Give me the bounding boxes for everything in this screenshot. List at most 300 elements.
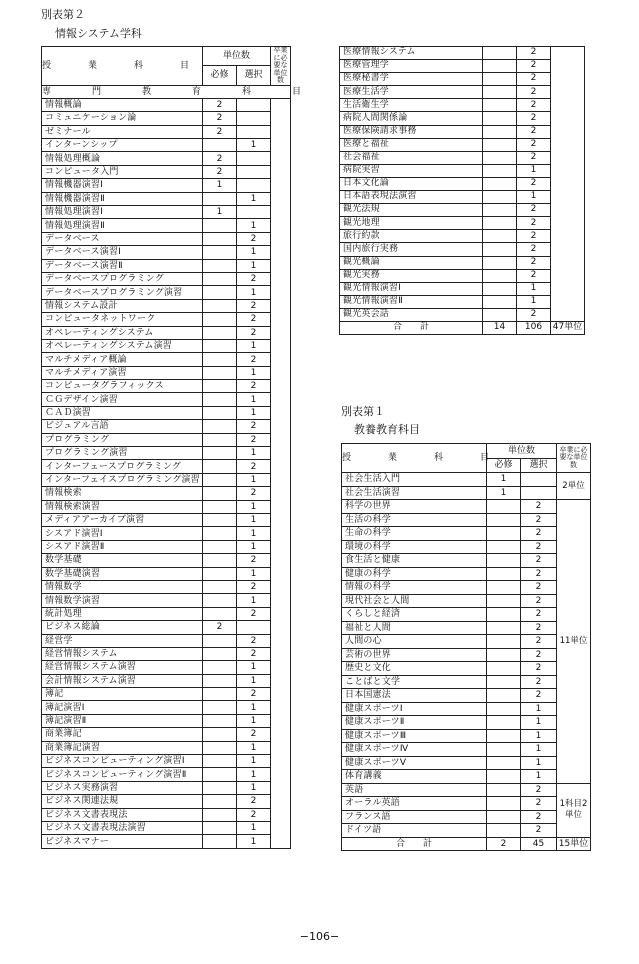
elective-credits: 2 — [521, 797, 557, 811]
required-credits — [483, 256, 517, 269]
table-row — [42, 380, 291, 393]
subject-name: ビジネス関連法規 — [42, 795, 203, 808]
subject-name: ゼミナール — [42, 125, 203, 138]
table-row — [42, 821, 291, 834]
subject-name: データベース — [42, 232, 203, 245]
table-row — [42, 514, 291, 527]
required-credits — [487, 662, 521, 676]
subject-name: ビジネス総論 — [42, 621, 203, 634]
elective-credits: 2 — [517, 73, 551, 86]
elective-credits: 1 — [237, 286, 271, 299]
elective-credits — [237, 621, 271, 634]
table-row — [42, 781, 291, 794]
subject-name: 医療保険請求事務 — [340, 125, 483, 138]
required-credits — [483, 243, 517, 256]
elective-credits: 2 — [237, 580, 271, 593]
subject-name: 体育講義 — [342, 770, 487, 784]
table-row — [42, 393, 291, 406]
required-credits — [487, 824, 521, 838]
section-header: 専 門 教 育 科 目 — [42, 86, 318, 97]
grad-credits-cell — [271, 98, 291, 848]
elective-credits: 1 — [237, 192, 271, 205]
elective-credits: 2 — [521, 500, 557, 514]
elective-credits: 1 — [237, 821, 271, 834]
required-credits: 1 — [487, 473, 521, 487]
subject-name: 生活衛生学 — [340, 99, 483, 112]
required-credits — [203, 554, 237, 567]
required-credits — [487, 513, 521, 527]
elective-credits: 2 — [521, 540, 557, 554]
elective-credits — [237, 152, 271, 165]
subject-name: 環境の科学 — [342, 540, 487, 554]
required-credits — [487, 756, 521, 770]
subject-name: データベース演習Ⅰ — [42, 246, 203, 259]
elective-credits: 2 — [237, 232, 271, 245]
table-row — [342, 770, 591, 784]
subject-name: 商業簿記演習 — [42, 741, 203, 754]
elective-credits: 1 — [237, 139, 271, 152]
table-row — [42, 688, 291, 701]
table-row — [42, 272, 291, 285]
subject-name: 食生活と健康 — [342, 554, 487, 568]
table-row — [42, 286, 291, 299]
subject-name: オーラル英語 — [342, 797, 487, 811]
table-row — [340, 243, 585, 256]
subject-name: 福祉と人間 — [342, 621, 487, 635]
required-credits — [203, 500, 237, 513]
required-credits — [203, 406, 237, 419]
table-row — [342, 648, 591, 662]
subject-name: 日本語表現法演習 — [340, 191, 483, 204]
required-credits — [483, 47, 517, 60]
header-grad-credits: 卒業に必要な単位数 — [271, 47, 291, 86]
table-row — [340, 269, 585, 282]
subject-name: 会計情報システム演習 — [42, 674, 203, 687]
subject-name: 情報検索 — [42, 487, 203, 500]
subject-name: ビジネス文書表現法演習 — [42, 821, 203, 834]
elective-credits: 1 — [517, 164, 551, 177]
table-row — [42, 98, 291, 111]
subject-name: 社会福祉 — [340, 151, 483, 164]
table-row — [340, 177, 585, 190]
table-row — [42, 835, 291, 848]
subject-name: オペレーティングシステム演習 — [42, 339, 203, 352]
elective-credits: 1 — [517, 282, 551, 295]
table-row — [42, 366, 291, 379]
table-row — [42, 701, 291, 714]
elective-credits: 1 — [517, 191, 551, 204]
table-row — [42, 554, 291, 567]
subject-name: コンピュータネットワーク — [42, 313, 203, 326]
subject-name: 情報数学演習 — [42, 594, 203, 607]
subject-name: 日本国憲法 — [342, 689, 487, 703]
table-row — [340, 73, 585, 86]
table-row — [342, 540, 591, 554]
table-row — [42, 768, 291, 781]
elective-credits: 2 — [521, 635, 557, 649]
department-title: 情報システム学科 — [55, 27, 142, 40]
subject-name: 社会生活入門 — [342, 473, 487, 487]
required-credits — [203, 219, 237, 232]
table-row — [342, 513, 591, 527]
required-credits — [487, 527, 521, 541]
total-label: 合 計 — [340, 321, 483, 334]
subject-name: ドイツ語 — [342, 824, 487, 838]
subject-name: 病院実習 — [340, 164, 483, 177]
subject-name: データベースプログラミング — [42, 272, 203, 285]
required-credits — [203, 701, 237, 714]
elective-credits: 2 — [521, 513, 557, 527]
elective-credits: 2 — [237, 420, 271, 433]
elective-credits: 2 — [517, 99, 551, 112]
subject-name: ことばと文学 — [342, 675, 487, 689]
elective-credits: 1 — [237, 768, 271, 781]
table-row — [42, 647, 291, 660]
total-grad-credits: 15単位 — [557, 837, 591, 851]
elective-credits: 2 — [237, 795, 271, 808]
table-row — [42, 406, 291, 419]
subject-name: 健康スポーツⅤ — [342, 756, 487, 770]
elective-credits: 2 — [521, 810, 557, 824]
table-row — [42, 433, 291, 446]
table-row — [340, 99, 585, 112]
table-row — [342, 810, 591, 824]
elective-credits: 1 — [237, 661, 271, 674]
specialized-subjects-table — [41, 46, 318, 849]
required-credits — [203, 420, 237, 433]
header-elective: 選択 — [237, 66, 271, 85]
subject-name: 情報概論 — [42, 98, 203, 111]
table-row — [342, 500, 591, 514]
required-credits — [483, 138, 517, 151]
lib-header-required: 必修 — [487, 458, 521, 473]
table-row — [342, 743, 591, 757]
table-row — [340, 60, 585, 73]
total-grad-credits: 47単位 — [551, 321, 585, 334]
table-row — [42, 808, 291, 821]
required-credits — [203, 299, 237, 312]
table-row — [342, 729, 591, 743]
table-row — [42, 152, 291, 165]
subject-name: 観光英会話 — [340, 308, 483, 321]
table-row — [340, 164, 585, 177]
subject-name: 経営情報システム — [42, 647, 203, 660]
elective-credits: 2 — [237, 634, 271, 647]
required-credits — [203, 339, 237, 352]
elective-credits: 1 — [237, 339, 271, 352]
elective-credits — [237, 206, 271, 219]
required-credits — [487, 689, 521, 703]
total-row — [342, 837, 591, 851]
subject-name: 社会生活演習 — [342, 486, 487, 500]
required-credits — [203, 353, 237, 366]
subject-name: 国内旅行実務 — [340, 243, 483, 256]
subject-name: インターフェースプログラミング — [42, 460, 203, 473]
elective-credits: 2 — [521, 554, 557, 568]
elective-credits: 2 — [517, 230, 551, 243]
total-elective: 45 — [521, 837, 557, 851]
elective-credits: 2 — [517, 138, 551, 151]
table-row — [42, 299, 291, 312]
subject-name: 統計処理 — [42, 607, 203, 620]
subject-name: 健康の科学 — [342, 567, 487, 581]
subject-name: ビジネスコンピューティング演習Ⅱ — [42, 768, 203, 781]
table-row — [42, 313, 291, 326]
table-row — [340, 217, 585, 230]
required-credits — [483, 204, 517, 217]
elective-credits: 1 — [237, 755, 271, 768]
subject-name: 簿記 — [42, 688, 203, 701]
elective-credits: 1 — [237, 447, 271, 460]
elective-credits: 1 — [237, 366, 271, 379]
subject-name: ビジュアル言語 — [42, 420, 203, 433]
subject-name: インターフェイスプログラミング演習 — [42, 473, 203, 486]
table-row — [42, 112, 291, 125]
subject-name: 情報処理演習Ⅱ — [42, 219, 203, 232]
subject-name: 生活の科学 — [342, 513, 487, 527]
total-row — [340, 321, 585, 334]
table-row — [340, 138, 585, 151]
required-credits — [203, 192, 237, 205]
required-credits — [487, 594, 521, 608]
table-row — [42, 621, 291, 634]
header-credits: 単位数 — [203, 47, 271, 66]
lib-header-subject: 授 業 科 目 — [342, 444, 487, 473]
table-row — [42, 795, 291, 808]
subject-name: 日本文化論 — [340, 177, 483, 190]
table-row — [340, 282, 585, 295]
elective-credits: 1 — [237, 259, 271, 272]
elective-credits: 1 — [237, 540, 271, 553]
elective-credits: 2 — [517, 86, 551, 99]
elective-credits: 1 — [237, 219, 271, 232]
table-row — [342, 473, 591, 487]
required-credits — [203, 232, 237, 245]
required-credits: 2 — [203, 621, 237, 634]
elective-credits: 2 — [517, 125, 551, 138]
table-row — [342, 675, 591, 689]
subject-name: 医療秘書学 — [340, 73, 483, 86]
required-credits — [203, 447, 237, 460]
required-credits — [203, 647, 237, 660]
subject-name: 数学基礎演習 — [42, 567, 203, 580]
subject-name: 英語 — [342, 783, 487, 797]
elective-credits: 2 — [237, 299, 271, 312]
required-credits — [203, 393, 237, 406]
required-credits — [487, 743, 521, 757]
subject-name: 医療情報システム — [340, 47, 483, 60]
required-credits — [203, 688, 237, 701]
subject-name: フランス語 — [342, 810, 487, 824]
total-required: 14 — [483, 321, 517, 334]
elective-credits: 2 — [521, 783, 557, 797]
liberal-arts-table — [341, 443, 591, 851]
subject-name: ビジネスコンピューティング演習Ⅰ — [42, 755, 203, 768]
table-row — [342, 527, 591, 541]
elective-credits: 2 — [521, 581, 557, 595]
subject-name: 健康スポーツⅠ — [342, 702, 487, 716]
elective-credits — [237, 112, 271, 125]
table-row — [342, 621, 591, 635]
table-row — [42, 607, 291, 620]
elective-credits: 1 — [237, 246, 271, 259]
required-credits — [203, 768, 237, 781]
elective-credits: 1 — [237, 594, 271, 607]
subject-name: 人間の心 — [342, 635, 487, 649]
required-credits — [483, 177, 517, 190]
subject-name: ＣＧデザイン演習 — [42, 393, 203, 406]
subject-name: 健康スポーツⅢ — [342, 729, 487, 743]
subject-name: 情報機器演習Ⅰ — [42, 179, 203, 192]
table-row — [342, 567, 591, 581]
elective-credits: 1 — [237, 527, 271, 540]
required-credits — [203, 540, 237, 553]
table-row — [42, 326, 291, 339]
elective-credits: 2 — [521, 621, 557, 635]
elective-credits: 1 — [237, 741, 271, 754]
table-row — [42, 594, 291, 607]
table-row — [340, 204, 585, 217]
required-credits — [203, 634, 237, 647]
elective-credits: 1 — [521, 770, 557, 784]
elective-credits: 2 — [517, 308, 551, 321]
table-row — [42, 125, 291, 138]
required-credits: 1 — [203, 206, 237, 219]
subject-name: 現代社会と人間 — [342, 594, 487, 608]
required-credits — [487, 567, 521, 581]
required-credits — [483, 191, 517, 204]
subject-name: 旅行約款 — [340, 230, 483, 243]
elective-credits: 1 — [237, 406, 271, 419]
subject-name: 経営学 — [42, 634, 203, 647]
elective-credits: 1 — [237, 835, 271, 848]
elective-credits — [521, 486, 557, 500]
required-credits: 1 — [203, 179, 237, 192]
required-credits — [203, 741, 237, 754]
required-credits — [203, 460, 237, 473]
table-row — [342, 594, 591, 608]
table-row — [42, 527, 291, 540]
table-row — [342, 635, 591, 649]
subject-name: マルチメディア概論 — [42, 353, 203, 366]
table-row — [342, 797, 591, 811]
subject-name: 簿記演習Ⅱ — [42, 714, 203, 727]
elective-credits: 2 — [521, 824, 557, 838]
required-credits — [203, 527, 237, 540]
table-row — [42, 567, 291, 580]
required-credits — [203, 594, 237, 607]
table-row — [42, 339, 291, 352]
subject-name: 科学の世界 — [342, 500, 487, 514]
table-row — [42, 634, 291, 647]
total-elective: 106 — [517, 321, 551, 334]
elective-credits: 2 — [237, 647, 271, 660]
required-credits — [483, 308, 517, 321]
table-row — [340, 47, 585, 60]
page-number: −106− — [299, 930, 340, 943]
required-credits — [487, 783, 521, 797]
table-row — [42, 460, 291, 473]
table-row — [42, 473, 291, 486]
table-row — [340, 86, 585, 99]
subject-name: ビジネス文書表現法 — [42, 808, 203, 821]
header-required: 必修 — [203, 66, 237, 85]
attached-table-2-label: 別表第２ — [41, 8, 85, 21]
required-credits — [203, 661, 237, 674]
subject-name: シスアド演習Ⅰ — [42, 527, 203, 540]
subject-name: 情報処理演習Ⅰ — [42, 206, 203, 219]
table-row — [42, 728, 291, 741]
required-credits — [203, 808, 237, 821]
subject-name: メディアアーカイブ演習 — [42, 514, 203, 527]
subject-name: 医療管理学 — [340, 60, 483, 73]
subject-name: 観光法規 — [340, 204, 483, 217]
elective-credits: 2 — [521, 527, 557, 541]
elective-credits: 2 — [237, 808, 271, 821]
elective-credits — [237, 165, 271, 178]
required-credits — [483, 230, 517, 243]
subject-name: プログラミング — [42, 433, 203, 446]
required-credits — [483, 164, 517, 177]
required-credits — [203, 272, 237, 285]
elective-credits — [521, 473, 557, 487]
required-credits — [483, 60, 517, 73]
required-credits — [487, 675, 521, 689]
table-row — [342, 554, 591, 568]
required-credits: 2 — [203, 152, 237, 165]
elective-credits: 2 — [517, 256, 551, 269]
elective-credits: 2 — [237, 272, 271, 285]
table-row — [42, 179, 291, 192]
subject-name: 観光情報演習Ⅰ — [340, 282, 483, 295]
table-row — [42, 206, 291, 219]
table-row — [342, 689, 591, 703]
subject-name: 観光実務 — [340, 269, 483, 282]
required-credits — [487, 770, 521, 784]
table-row — [42, 447, 291, 460]
table-row — [340, 191, 585, 204]
subject-name: 芸術の世界 — [342, 648, 487, 662]
lib-header-credits: 単位数 — [487, 444, 557, 459]
elective-credits: 1 — [237, 674, 271, 687]
required-credits — [487, 635, 521, 649]
lib-header-grad-credits: 卒業に必要な単位数 — [557, 444, 591, 473]
subject-name: 情報数学 — [42, 580, 203, 593]
subject-name: データベースプログラミング演習 — [42, 286, 203, 299]
required-credits — [203, 139, 237, 152]
required-credits — [487, 648, 521, 662]
required-credits — [203, 487, 237, 500]
required-credits — [203, 580, 237, 593]
table-row — [42, 420, 291, 433]
attached-table-1-label: 別表第１ — [341, 405, 385, 418]
elective-credits: 2 — [517, 243, 551, 256]
subject-name: 情報処理概論 — [42, 152, 203, 165]
table-row — [340, 125, 585, 138]
required-credits — [203, 755, 237, 768]
elective-credits: 2 — [517, 112, 551, 125]
table-row — [342, 716, 591, 730]
table-row — [340, 151, 585, 164]
table-row — [340, 308, 585, 321]
subject-name: 観光概論 — [340, 256, 483, 269]
required-credits — [487, 702, 521, 716]
subject-name: 情報検索演習 — [42, 500, 203, 513]
table-row — [42, 353, 291, 366]
elective-credits: 2 — [517, 177, 551, 190]
table-row — [342, 608, 591, 622]
specialized-subjects-table-continued — [339, 46, 585, 335]
